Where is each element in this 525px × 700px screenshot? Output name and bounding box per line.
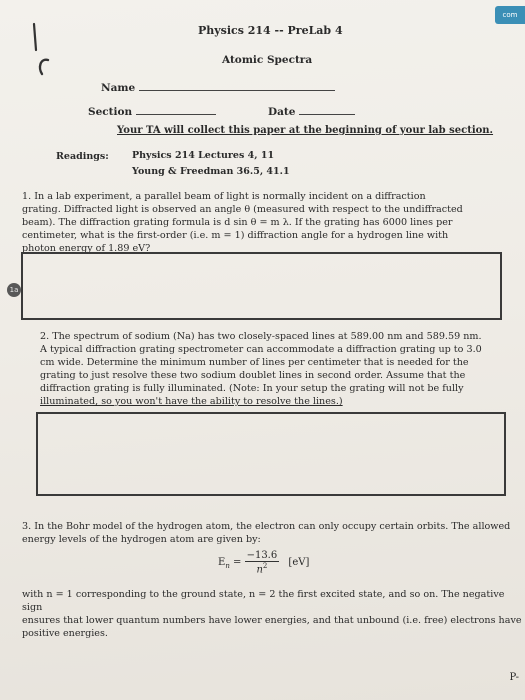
- q1-line: centimeter, what is the first-order (i.e. m = 1) diffraction angle for a hydrogen line with: [22, 230, 449, 241]
- collection-notice: Your TA will collect this paper at the beginning of your lab section.: [117, 125, 494, 136]
- q2-line: grating to just resolve these two sodium doublet lines in second order. Assume that the: [40, 370, 466, 381]
- readings-line-1: Physics 214 Lectures 4, 11: [132, 150, 275, 161]
- name-label: Name: [101, 82, 136, 94]
- readings-line-2: Young & Freedman 36.5, 41.1: [132, 166, 290, 177]
- readings-label: Readings:: [56, 151, 109, 162]
- formula-lhs: E: [218, 557, 226, 569]
- q3-after-line: positive energies.: [22, 628, 108, 639]
- q2-answer-box[interactable]: [36, 412, 506, 496]
- q2-line: 2. The spectrum of sodium (Na) has two closely-spaced lines at 589.00 nm and 589.59 nm.: [40, 331, 482, 342]
- question-1: [22, 190, 463, 255]
- formula-fraction: [245, 550, 280, 575]
- q2-line: illuminated, so you won't have the ability to resolve the lines.): [40, 396, 343, 407]
- section-blank[interactable]: [136, 104, 216, 115]
- question-3-continued: [22, 588, 525, 640]
- question-2: [40, 330, 482, 408]
- page-title: Physics 214 -- PreLab 4: [198, 24, 343, 37]
- q1-line: 1. In a lab experiment, a parallel beam of light is normally incident on a diffraction: [22, 191, 426, 202]
- page-subtitle: Atomic Spectra: [222, 54, 313, 66]
- q1-line: beam). The diffraction grating formula is d sin θ = m λ. If the grating has 6000 lines per: [22, 217, 453, 228]
- date-field[interactable]: [268, 104, 355, 118]
- q3-after-line: ensures that lower quantum numbers have lower energies, and that unbound (i.e. free) electrons have: [22, 615, 522, 626]
- pen-mark-icon: [28, 20, 58, 80]
- q3-line: 3. In the Bohr model of the hydrogen atom, the electron can only occupy certain orbits. The allowed: [22, 521, 511, 532]
- formula-subscript: n: [225, 562, 230, 571]
- energy-level-formula: $E_n$ = $\frac{-13.6}{n^2}$ [eV]: [218, 550, 310, 576]
- q1-line: grating. Diffracted light is observed an angle θ (measured with respect to the undiffracted: [22, 204, 463, 215]
- formula-exponent: 2: [262, 562, 268, 570]
- q1-answer-box[interactable]: [21, 252, 502, 320]
- q3-line: energy levels of the hydrogen atom are given by:: [22, 534, 261, 545]
- q2-line: cm wide. Determine the minimum number of lines per centimeter that is needed for the: [40, 357, 469, 368]
- section-label: Section: [88, 106, 133, 118]
- question-3: [22, 520, 510, 546]
- section-field[interactable]: [88, 104, 216, 118]
- corner-tab: com: [495, 6, 525, 24]
- page-continuation-mark: P-: [509, 672, 519, 683]
- name-field[interactable]: [101, 80, 335, 94]
- punch-hole: 1a: [7, 283, 21, 297]
- q2-line: A typical diffraction grating spectrometer can accommodate a diffraction grating up to 3.0: [40, 344, 482, 355]
- q1-line: photon energy of 1.89 eV?: [22, 243, 151, 254]
- formula-numerator: −13.6: [246, 550, 278, 561]
- formula-unit: [eV]: [288, 557, 310, 569]
- q3-after-line: with n = 1 corresponding to the ground state, n = 2 the first excited state, and so on. The negative sign: [22, 589, 505, 613]
- formula-denominator: n: [256, 564, 263, 576]
- date-label: Date: [268, 106, 296, 118]
- name-blank[interactable]: [139, 80, 335, 91]
- q2-line: diffraction grating is fully illuminated. (Note: In your setup the grating will not be fully: [40, 383, 464, 394]
- date-blank[interactable]: [299, 104, 355, 115]
